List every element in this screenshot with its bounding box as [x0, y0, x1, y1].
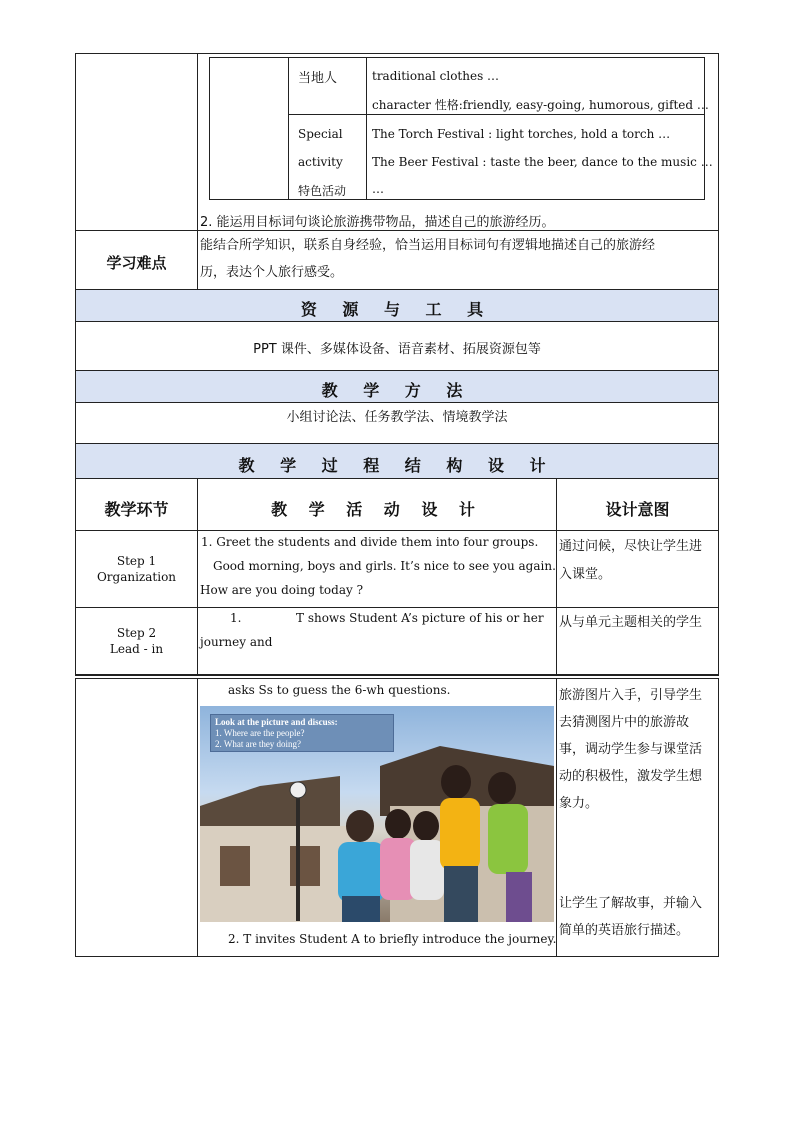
- col-head-step: 教学环节: [104, 500, 169, 519]
- methods-heading: 教 学 方 法: [321, 381, 473, 400]
- step1-activity-3: How are you doing today ?: [200, 583, 364, 597]
- inner-row2-line2: The Beer Festival : taste the beer, dance to the music …: [372, 155, 713, 169]
- step1-intent-1: 通过问候，尽快让学生进: [559, 539, 703, 554]
- step1-label-2: Organization: [96, 570, 177, 584]
- col-head-activity: 教 学 活 动 设 计: [271, 500, 483, 519]
- cont-intent-b2: 简单的英语旅行描述。: [559, 923, 690, 938]
- cont-activity-2: 2. T invites Student A to briefly introduce the journey.: [228, 932, 557, 946]
- cont-intent-a3: 事，调动学生参与课堂活: [559, 742, 703, 757]
- difficulty-line1: 能结合所学知识，联系自身经验，恰当运用目标词句有逻辑地描述自己的旅游经: [200, 238, 656, 253]
- difficulty-label: 学习难点: [106, 254, 167, 272]
- photo-caption-1: Look at the picture and discuss:: [215, 717, 338, 727]
- objective-2: 2. 能运用目标词句谈论旅游携带物品，描述自己的旅游经历。: [200, 215, 555, 230]
- photo-caption-box: [210, 714, 394, 752]
- difficulty-line2: 历，表达个人旅行感受。: [200, 265, 344, 280]
- inner-row2-line1: The Torch Festival : light torches, hold a torch …: [372, 127, 671, 141]
- step1-label-1: Step 1: [116, 554, 157, 568]
- step1-activity-2: Good morning, boys and girls. It’s nice to see you again.: [213, 559, 556, 573]
- photo-caption-2: 1. Where are the people?: [215, 728, 305, 738]
- step2-activity-2: journey and: [200, 635, 273, 649]
- cont-intent-b1: 让学生了解故事，并输入: [559, 896, 703, 911]
- photo-caption-3: 2. What are they doing?: [215, 739, 302, 749]
- step1-intent-2: 入课堂。: [559, 567, 612, 582]
- process-heading: 教 学 过 程 结 构 设 计: [238, 456, 556, 475]
- resources-content: PPT 课件、多媒体设备、语音素材、拓展资源包等: [253, 342, 541, 357]
- inner-row2-label-2: activity: [298, 155, 343, 169]
- step2-activity-num: 1.: [230, 611, 242, 625]
- inner-row1-line2: character 性格:friendly, easy-going, humorous, gifted …: [372, 98, 709, 112]
- col-head-intent: 设计意图: [605, 500, 670, 519]
- step2-label-1: Step 2: [116, 626, 157, 640]
- inner-row1-label: 当地人: [298, 71, 338, 86]
- resources-heading: 资 源 与 工 具: [300, 300, 494, 319]
- cont-intent-a2: 去猜测图片中的旅游故: [559, 715, 690, 730]
- step2-activity-1: T shows Student A’s picture of his or her: [296, 611, 544, 625]
- step1-activity-1: 1. Greet the students and divide them into four groups.: [201, 535, 539, 549]
- inner-row2-label-1: Special: [298, 127, 343, 141]
- step2-label-2: Lead - in: [109, 642, 164, 656]
- methods-content: 小组讨论法、任务教学法、情境教学法: [286, 410, 508, 425]
- cont-intent-a4: 动的积极性，激发学生想: [559, 769, 703, 784]
- cont-intent-a5: 象力。: [559, 796, 599, 811]
- inner-row2-line3: …: [372, 182, 384, 196]
- inner-row1-line1: traditional clothes …: [372, 69, 500, 83]
- cont-intent-a1: 旅游图片入手，引导学生: [559, 688, 703, 703]
- step2-intent-1: 从与单元主题相关的学生: [559, 615, 703, 630]
- cont-activity-1: asks Ss to guess the 6-wh questions.: [228, 683, 451, 697]
- inner-row2-label-3: 特色活动: [298, 184, 347, 198]
